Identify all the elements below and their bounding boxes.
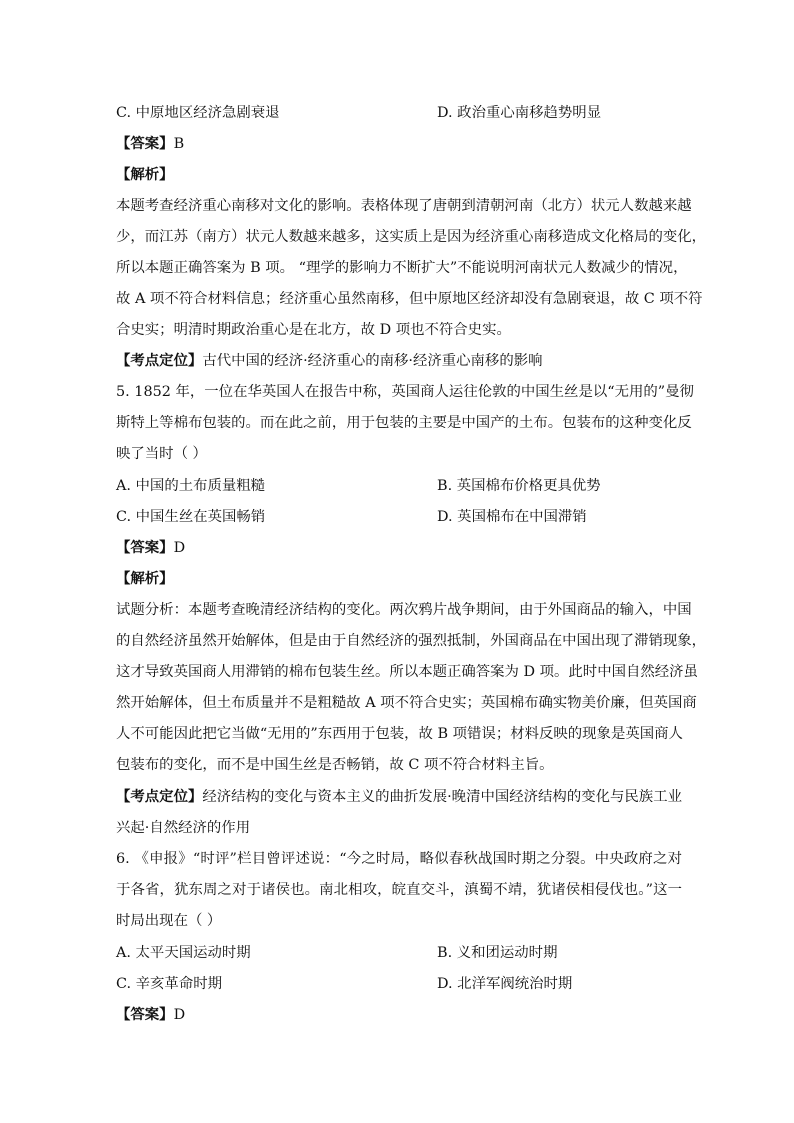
q6-option-c: C. 辛亥革命时期 (116, 976, 222, 992)
q6-stem-line-2: 于各省，犹东周之对于诸侯也。南北相攻，皖直交斗，滇蜀不靖，犹诸侯相侵伐也。”这一 (116, 882, 682, 898)
q5-analysis-line-3: 这才导致英国商人用滞销的棉布包装生丝。所以本题正确答案为 D 项。此时中国自然经济虽 (116, 664, 698, 680)
q5-analysis-line-5: 人不可能因此把它当做“无用的”东西用于包装，故 B 项错误；材料反映的现象是英国商人 (116, 726, 683, 742)
q6-option-a: A. 太平天国运动时期 (116, 945, 251, 961)
q4-analysis-line-4: 故 A 项不符合材料信息；经济重心虽然南移，但中原地区经济却没有急剧衰退，故 C 项不符 (116, 291, 703, 307)
q5-option-d: D. 英国棉布在中国滞销 (437, 509, 587, 525)
q5-kaodian (116, 787, 682, 807)
answer-label: 【答案】 (116, 1006, 174, 1023)
q5-analysis-line-1: 试题分析：本题考查晚清经济结构的变化。两次鸦片战争期间，由于外国商品的输入，中国 (116, 602, 692, 618)
q4-analysis-label: 【解析】 (116, 166, 174, 183)
kaodian-text: 经济结构的变化与资本主义的曲折发展·晚清中国经济结构的变化与民族工业 (202, 789, 682, 805)
q5-analysis-line-2: 的自然经济虽然开始解体，但是由于自然经济的强烈抵制，外国商品在中国出现了滞销现象， (116, 633, 707, 649)
q4-option-c: C. 中原地区经济急剧衰退 (116, 105, 280, 121)
answer-value: D (173, 1007, 186, 1023)
q6-stem-line-3: 时局出现在（ ） (116, 913, 222, 929)
q4-analysis-line-2: 少，而江苏（南方）状元人数越来越多，这实质上是因为经济重心南移造成文化格局的变化， (116, 229, 707, 245)
q5-stem-line-2: 斯特上等棉布包装的。而在此之前，用于包装的主要是中国产的土布。包装布的这种变化反 (116, 415, 692, 431)
q4-answer (116, 134, 682, 154)
q5-answer (116, 538, 682, 558)
answer-value: B (173, 136, 185, 152)
answer-label: 【答案】 (116, 539, 174, 556)
q5-analysis-line-6: 包装布的变化，而不是中国生丝是否畅销，故 C 项不符合材料主旨。 (116, 757, 554, 773)
q5-stem-line-1: 5. 1852 年，一位在华英国人在报告中称，英国商人运往伦敦的中国生丝是以“无用的”曼彻 (116, 384, 694, 400)
q6-option-b: B. 义和团运动时期 (437, 945, 558, 961)
q4-analysis-line-1: 本题考查经济重心南移对文化的影响。表格体现了唐朝到清朝河南（北方）状元人数越来越 (116, 198, 692, 214)
q5-option-c: C. 中国生丝在英国畅销 (116, 509, 266, 525)
q6-stem-line-1: 6. 《申报》“时评”栏目曾评述说：“今之时局，略似春秋战国时期之分裂。中央政府之对 (116, 851, 682, 867)
q4-analysis-line-3: 所以本题正确答案为 B 项。 “理学的影响力不断扩大”不能说明河南状元人数减少的情况， (116, 260, 688, 276)
q4-analysis-line-5: 合史实；明清时期政治重心是在北方，故 D 项也不符合史实。 (116, 322, 511, 338)
kaodian-text: 古代中国的经济·经济重心的南移·经济重心南移的影响 (202, 353, 543, 369)
q6-option-d: D. 北洋军阀统治时期 (437, 976, 573, 992)
q5-option-a: A. 中国的土布质量粗糙 (116, 478, 266, 494)
kaodian-label: 【考点定位】 (116, 788, 203, 805)
kaodian-label: 【考点定位】 (116, 352, 203, 369)
q6-answer (116, 1005, 682, 1025)
q5-kaodian-line-2: 兴起·自然经济的作用 (116, 820, 251, 836)
answer-label: 【答案】 (116, 135, 174, 152)
q5-analysis-label: 【解析】 (116, 570, 174, 587)
q5-option-b: B. 英国棉布价格更具优势 (437, 478, 601, 494)
q4-kaodian (116, 351, 682, 371)
q5-stem-line-3: 映了当时（ ） (116, 446, 207, 462)
answer-value: D (173, 540, 186, 556)
q4-option-d: D. 政治重心南移趋势明显 (437, 105, 602, 121)
q5-analysis-line-4: 然开始解体，但土布质量并不是粗糙故 A 项不符合史实；英国棉布确实物美价廉，但英国商 (116, 695, 697, 711)
